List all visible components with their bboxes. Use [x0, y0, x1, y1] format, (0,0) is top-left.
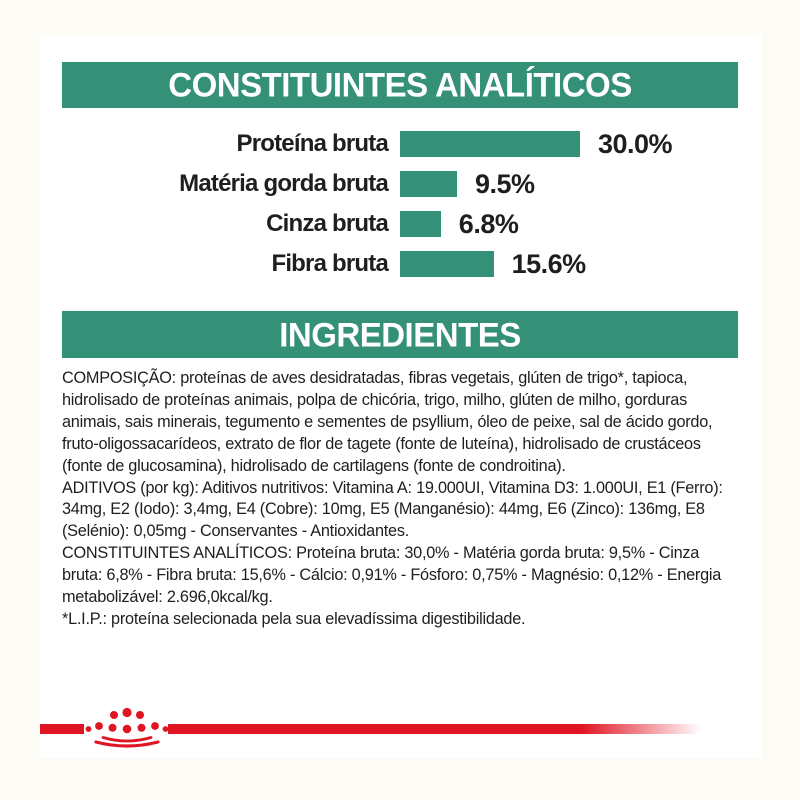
composition-paragraph: COMPOSIÇÃO: proteínas de aves desidratadas, fibras vegetais, glúten de trigo*, tapioca, hidrolisado de proteínas animais, polpa de chicória, trigo, milho, glúten de milho, gorduras animais, sais minerais, tegumento e sementes de psyllium, óleo de peixe, sal de ácido gordo, fruto-oligossacarídeos, extrato de flor de tagete (fonte de luteína), hidrolisado de crustáceos (fonte de glucosamina), hidrolisado de cartilagens (fonte de condroitina). [62, 369, 713, 475]
chart-category-label: Matéria gorda bruta [179, 170, 388, 197]
chart-value-label: 9.5% [475, 168, 535, 199]
analytical-constituents-chart [62, 124, 738, 284]
chart-bar [400, 251, 494, 277]
chart-row [62, 204, 738, 244]
chart-value-label: 6.8% [458, 208, 519, 239]
chart-value-label: 30.0% [598, 128, 673, 159]
royal-canin-crown-icon [84, 700, 168, 756]
chart-bar [400, 131, 580, 157]
analytics-section-header [62, 62, 738, 108]
chart-category-label: Cinza bruta [266, 210, 388, 237]
chart-category-label: Fibra bruta [271, 250, 388, 277]
ingredients-section-header [62, 311, 738, 358]
chart-row [62, 124, 738, 164]
chart-row [62, 164, 738, 204]
chart-bar [400, 211, 441, 237]
chart-row [62, 244, 738, 284]
footer-divider-line-right [168, 724, 712, 734]
chart-value-label: 15.6% [511, 248, 586, 279]
ingredients-text-block [62, 368, 740, 631]
footer-divider-line-left [40, 724, 84, 734]
ingredients-section-title: INGREDIENTES [279, 314, 521, 354]
chart-bar [400, 171, 457, 197]
lip-footnote: *L.I.P.: proteína selecionada pela sua elevadíssima digestibilidade. [62, 609, 526, 628]
additives-paragraph: ADITIVOS (por kg): Aditivos nutritivos: Vitamina A: 19.000UI, Vitamina D3: 1.000UI, E1 (Ferro): 34mg, E2 (Iodo): 3,4mg, E4 (Cobre): 10mg, E5 (Manganésio): 44mg, E6 (Zinco): 136mg, E8 (Selénio): 0,05mg - Conservantes - Antioxidantes. [62, 478, 723, 541]
analytics-section-title: CONSTITUINTES ANALÍTICOS [168, 65, 632, 104]
analytical-constituents-paragraph: CONSTITUINTES ANALÍTICOS: Proteína bruta: 30,0% - Matéria gorda bruta: 9,5% - Cinza bruta: 6,8% - Fibra bruta: 15,6% - Cálcio: 0,91% - Fósforo: 0,75% - Magnésio: 0,12% - Energia metabolizável: 2.696,0kcal/kg. [62, 544, 722, 607]
chart-category-label: Proteína bruta [236, 130, 388, 157]
